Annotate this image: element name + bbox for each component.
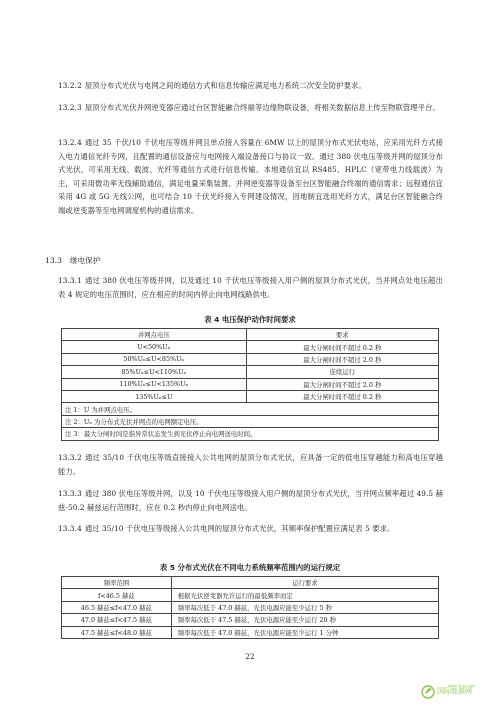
column-header: 频率范围 [62, 577, 172, 589]
column-header: 要求 [246, 329, 438, 341]
paragraph-13-2-3 [58, 101, 443, 115]
table-header-row [62, 329, 439, 341]
table-4-caption: 表 4 电压保护动作时间要求 [204, 315, 296, 324]
clause-text: 屋顶分布式光伏并网逆变器应通过台区智能融合终端等边缘物联设备，将相关数据信息上传至物联管理平台。 [84, 103, 440, 112]
frequency-range-cell: 46.5 赫兹≤f<47.0 赫兹 [62, 601, 172, 613]
frequency-range-cell: 47.0 赫兹≤f<47.5 赫兹 [62, 614, 172, 626]
clause-number: 13.3.3 [58, 489, 82, 498]
clause-text: 通过 35 千伏/10 千伏电压等级并网且单点接入容量在 6MW 以上的屋顶分布式光伏电站，应采用光纤方式接入电力通信光纤专网，且配置的通信设备应与电网接入端设备接口与协议一致。通过 380 伏电压等级并网的屋顶分布式光伏，可采用无线、载波、光纤等通信方式进行信息传输。本地通信宜以 RS485、HPLC（宽带电力线载波）为主，可采用微功率无线辅助通信，满足电量采集装置、并网逆变器等设备至台区智能融合终端的通信需求；远程通信宜采用 4G 或 5G 无线公网，也可结合 10 千伏光纤接入专网建设情况，因地制宜选用光纤方式，满足台区智能融合终端或逆变器等至电网调度机构的通信需求。 [58, 138, 443, 215]
section-heading-13-3 [45, 255, 100, 267]
clause-number: 13.3.4 [58, 524, 82, 533]
table-5 [61, 576, 439, 639]
clause-text: 通过 35/10 千伏电压等级接入公共电网的屋顶分布式光伏，其频率保护配置应满足表 5 要求。 [84, 524, 395, 533]
clause-text: 通过 380 伏电压等级并网，以及通过 10 千伏电压等级接入用户侧的屋顶分布式光伏，当并网点处电压超出表 4 规定的电压范围时，应在相应的时间内停止向电网线路供电。 [58, 276, 443, 299]
frequency-range-cell: f<46.5 赫兹 [62, 589, 172, 601]
table-note: 注 1：U 为并网点电压。 [62, 403, 439, 415]
column-header: 运行要求 [171, 577, 438, 589]
clause-number: 13.3.2 [58, 453, 82, 462]
table-note: 注 3：最大分闸时间是指异常状态发生到光伏停止向电网送电时间。 [62, 428, 439, 440]
table-row [62, 390, 439, 402]
clause-number: 13.2.4 [58, 138, 82, 147]
paragraph-13-2-2 [58, 79, 443, 93]
leaf-icon [422, 686, 434, 698]
table-4 [61, 328, 439, 441]
requirement-cell: 最大分闸时间不超过 0.2 秒 [246, 390, 438, 402]
paragraph-13-3-3 [58, 487, 443, 514]
watermark-text: 国际能源网 [437, 687, 472, 695]
column-header: 并网点电压 [62, 329, 247, 341]
voltage-range-cell: 50%Uₙ≤U<85%Uₙ [62, 353, 247, 365]
voltage-range-cell: 85%Uₙ≤U<110%Uₙ [62, 366, 247, 378]
section-number: 13.3 [45, 256, 62, 265]
clause-number: 13.2.3 [58, 103, 82, 112]
clause-text: 通过 380 伏电压等级并网，以及 10 千伏电压等级接入用户侧的屋顶分布式光伏，当并网点频率超过 49.5 赫兹-50.2 赫兹运行范围时，应在 0.2 秒内停止向电网送电。 [58, 489, 443, 512]
clause-number: 13.2.2 [58, 81, 82, 90]
requirement-cell: 连续运行 [246, 366, 438, 378]
table-note-row [62, 428, 439, 440]
table-row [62, 601, 439, 613]
table-header-row [62, 577, 439, 589]
page-number: 22 [245, 652, 255, 661]
voltage-range-cell: 135%Uₙ≤U [62, 390, 247, 402]
clause-number: 13.3.1 [58, 276, 82, 285]
table-row [62, 341, 439, 353]
watermark-logo [420, 683, 495, 701]
table-row [62, 353, 439, 365]
requirement-cell: 频率每次低于 47.0 赫兹，光伏电源应能至少运行 1 分钟 [171, 626, 438, 638]
table-row [62, 614, 439, 626]
watermark-url: www.in-en.com [448, 684, 476, 688]
requirement-cell: 最大分闸时间不超过 0.2 秒 [246, 341, 438, 353]
clause-text: 屋顶分布式光伏与电网之间的通信方式和信息传输应满足电力系统二次安全防护要求。 [84, 81, 366, 90]
paragraph-13-3-1 [58, 274, 443, 301]
table-note: 注 2：Uₙ 为分布式光伏并网点的电网额定电压。 [62, 415, 439, 427]
requirement-cell: 频率每次低于 47.0 赫兹，光伏电源应能至少运行 5 秒 [171, 601, 438, 613]
voltage-range-cell: U<50%Uₙ [62, 341, 247, 353]
paragraph-13-2-4 [58, 136, 443, 217]
clause-text: 通过 35/10 千伏电压等级直接接入公共电网的屋顶分布式光伏，应具备一定的低电压穿越能力和高电压穿越能力。 [58, 453, 443, 476]
paragraph-13-3-2 [58, 451, 443, 478]
requirement-cell: 频率每次低于 47.5 赫兹，光伏电源应能至少运行 20 秒 [171, 614, 438, 626]
table-row [62, 589, 439, 601]
table-note-row [62, 403, 439, 415]
requirement-cell: 根据光伏逆变器允许运行的最低频率而定 [171, 589, 438, 601]
frequency-range-cell: 47.5 赫兹≤f<48.0 赫兹 [62, 626, 172, 638]
table-row [62, 366, 439, 378]
table-5-caption: 表 5 分布式光伏在不同电力系统频率范围内的运行规定 [159, 563, 341, 572]
voltage-range-cell: 110%Uₙ≤U<135%Uₙ [62, 378, 247, 390]
requirement-cell: 最大分闸时间不超过 2.0 秒 [246, 378, 438, 390]
paragraph-13-3-4 [58, 522, 443, 536]
table-row [62, 626, 439, 638]
table-note-row [62, 415, 439, 427]
section-title: 继电保护 [69, 256, 101, 265]
requirement-cell: 最大分闸时间不超过 2.0 秒 [246, 353, 438, 365]
table-row [62, 378, 439, 390]
